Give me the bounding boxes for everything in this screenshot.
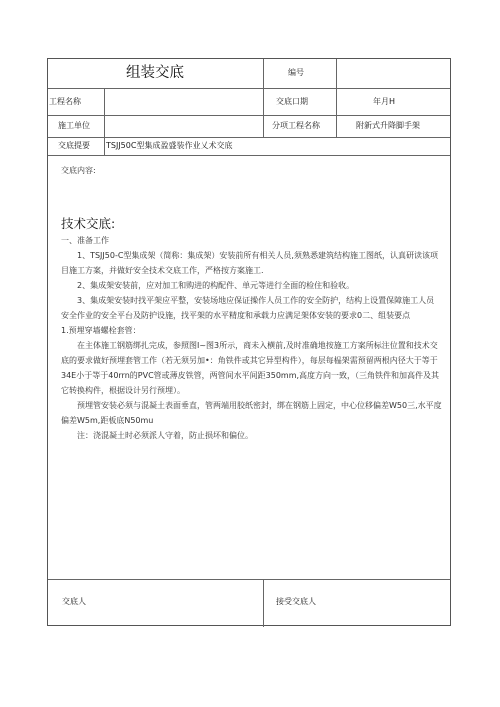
summary-value: TSJJ50C型集成盈盛装作业乂术交底: [106, 141, 233, 150]
number-label: 编号: [288, 68, 304, 77]
note: 注：浇混凝土时必须派人守着，防止损坏和偏位。: [77, 431, 253, 440]
col-divider: [104, 88, 105, 155]
col-divider: [263, 579, 264, 627]
row-divider: [48, 137, 450, 138]
form-title: 组装交底: [126, 65, 184, 81]
section-heading: 一、准备工作: [61, 236, 109, 245]
row-divider: [48, 88, 450, 89]
discloser-label: 交底人: [62, 597, 86, 606]
project-name-label: 工程名称: [49, 97, 81, 106]
date-label: 交底口期: [276, 97, 308, 106]
item-heading: 1.预埋穿墙螺栓套管：: [61, 326, 141, 335]
paragraph: 在主体施工钢筋绑扎完成，参照图I~图3所示，商未入横前,及时准确地按施工方案所标注位置和技术交底的要求做好预埋套管工作（若无须另加•：角铁件或其它异型构件），每层每榀架需预留两根内径大于等于34E小于等于40rrn的PVC管或薄皮铁管，两管间水平间距350mm,高度方向一致，（三角铁件和加高件及其它转换构件，根据设计另行预埋）。: [61, 341, 440, 395]
construction-unit-label: 施工单位: [58, 121, 90, 130]
row-divider: [48, 579, 450, 580]
paragraph: 3、集成架安装时找平架应平整，安装场地应保证操作人员工作的安全防护，结构上设置保障施工人员安全作业的安全平台及防护设施，找平架的水平精度和承载力应满足架体安装的要求0二、组装要点: [61, 296, 435, 320]
summary-label: 交底提要: [58, 141, 90, 150]
disclosure-form: [47, 58, 451, 626]
sub-project-label: 分项工程名称: [272, 121, 320, 130]
paragraph: 1、TSJJ50-C型集成架（简称：集成架）安装前所有相关人员,须熟悉建筑结构施工图纸，认真研读该项目施工方案，并做好安全技术交底工作，严格按方案施工.: [61, 251, 438, 275]
disclosure-content: [61, 163, 442, 443]
paragraph: 预埋管安装必须与混凝土表面垂直，管两端用胶纸密封，绑在钢筋上固定，中心位移偏差W50三,水平度偏差W5m,距板底N50mu: [61, 401, 442, 425]
tech-heading: 技术交底:: [61, 216, 116, 231]
receiver-label: 接受交底人: [276, 597, 316, 606]
col-divider: [336, 59, 337, 137]
row-divider: [48, 115, 450, 116]
date-value: 年月H: [373, 97, 396, 106]
row-divider: [48, 155, 450, 156]
paragraph: 2、集成架安装前，应对加工和购进的构配件、单元等进行全面的检住和验收。: [77, 281, 355, 290]
col-divider: [263, 59, 264, 137]
sub-project-value: 附新式升降脚手架: [356, 121, 420, 130]
content-label: 交底内容:: [61, 166, 96, 175]
